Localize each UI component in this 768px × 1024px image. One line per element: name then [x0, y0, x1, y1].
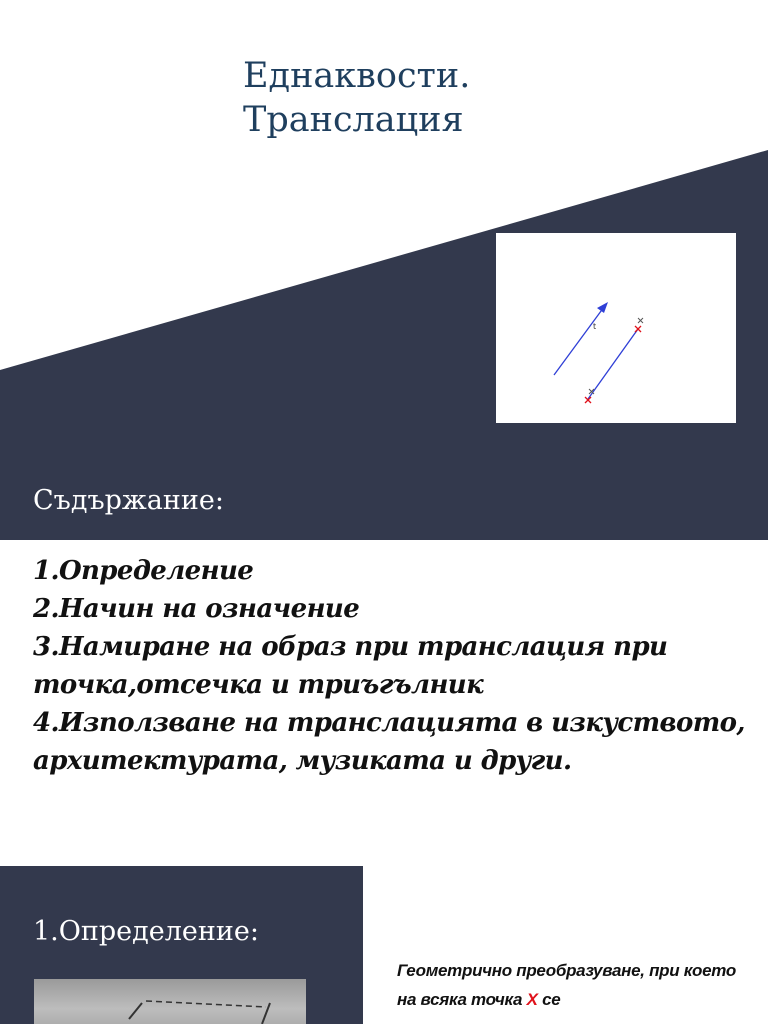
definition-part-2: се	[537, 990, 561, 1009]
page-title	[243, 54, 623, 142]
definition-panel	[0, 866, 363, 1024]
contents-list	[33, 552, 753, 780]
blackboard-photo	[34, 979, 306, 1024]
translation-vector-line	[554, 307, 604, 375]
title-line-1: Еднаквости.	[243, 56, 471, 96]
translation-diagram	[496, 233, 736, 423]
definition-slide	[0, 866, 768, 1024]
definition-text	[397, 956, 747, 1014]
contents-item-applications: 4.Използване на транслацията в изкуството, архитектурата, музиката и други.	[33, 708, 745, 776]
vector-arrowhead	[597, 302, 608, 313]
vector-label-mark: t	[593, 322, 597, 331]
contents-item-definition: 1.Определение	[33, 556, 254, 586]
title-line-2: Транслация	[243, 100, 464, 140]
contents-item-finding-image: 3.Намиране на образ при транслация при точка,отсечка и триъгълник	[33, 632, 668, 700]
definition-variable-x: X	[526, 990, 538, 1009]
contents-slide	[0, 540, 768, 866]
photo-arrow-line	[129, 1003, 142, 1019]
photo-dashed-line	[146, 1001, 266, 1007]
definition-heading: 1.Определение:	[33, 916, 259, 947]
definition-part-1: Геометрично преобразуване, при което на всяка точка	[397, 961, 736, 1009]
translated-segment-line	[588, 329, 638, 399]
photo-arrow-line-2	[262, 1003, 270, 1024]
translation-vector-figure	[496, 233, 736, 423]
photo-sketch	[34, 979, 306, 1024]
contents-item-notation: 2.Начин на означение	[33, 594, 360, 624]
contents-heading: Съдържание:	[33, 485, 224, 516]
